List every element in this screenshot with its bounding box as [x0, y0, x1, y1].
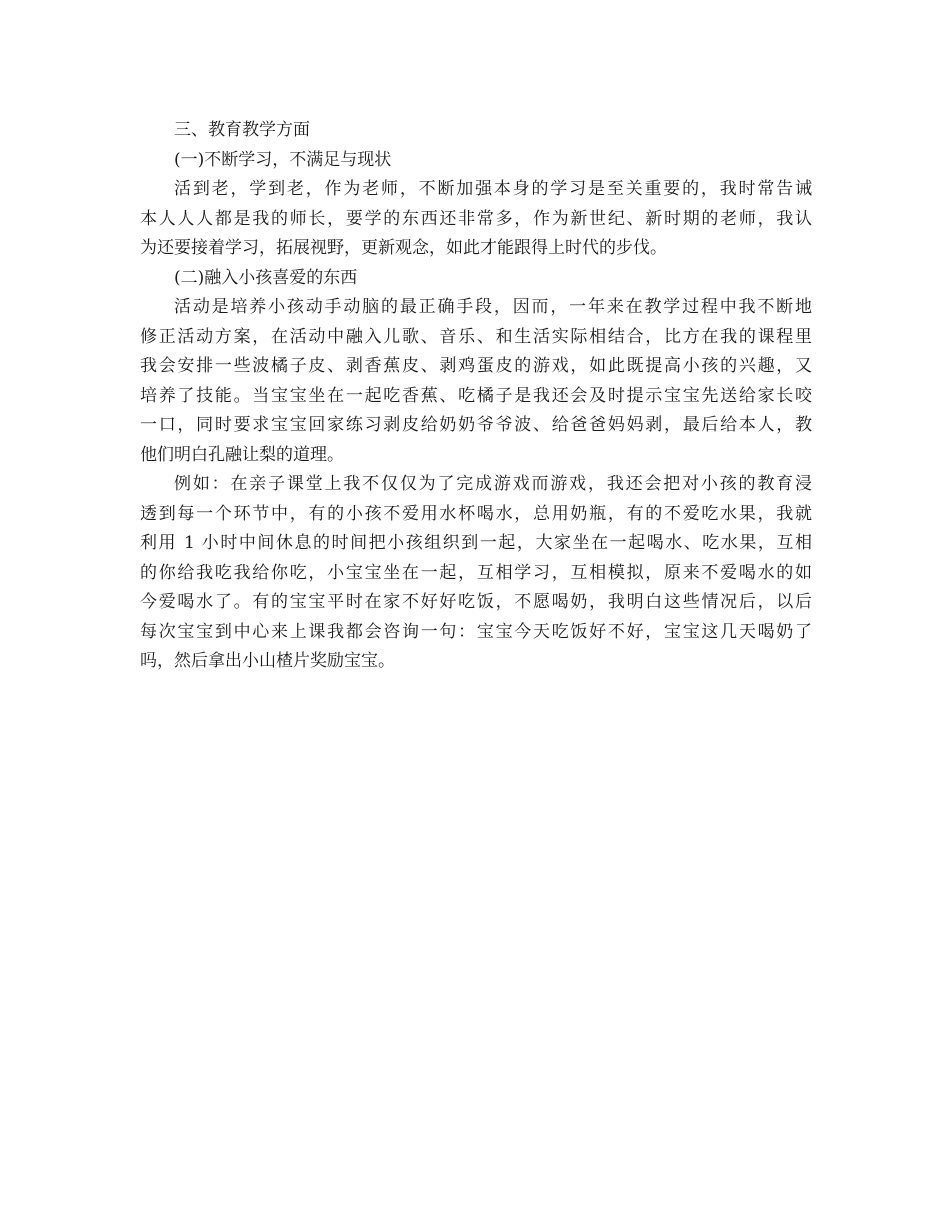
- paragraph-1: [140, 175, 812, 264]
- paragraph-line: 吗，然后拿出小山楂片奖励宝宝。: [140, 651, 395, 671]
- section-heading: 三、教育教学方面: [174, 120, 310, 140]
- subheading-2: (二)融入小孩喜爱的东西: [174, 267, 358, 288]
- paragraph-line: 的你给我吃我给你吃，小宝宝坐在一起，互相学习，互相模拟，原来不爱喝水的如: [140, 562, 812, 583]
- paragraph-line: 活动是培养小孩动手动脑的最正确手段，因而，一年来在教学过程中我不断地: [174, 297, 812, 317]
- paragraph-line: 本人人人都是我的师长，要学的东西还非常多，作为新世纪、新时期的老师，我认: [140, 208, 812, 229]
- paragraph-line: 每次宝宝到中心来上课我都会咨询一句：宝宝今天吃饭好不好，宝宝这几天喝奶了: [140, 621, 812, 642]
- paragraph-line: 为还要接着学习，拓展视野，更新观念，如此才能跟得上时代的步伐。: [140, 238, 667, 258]
- paragraph-line: 透到每一个环节中，有的小孩不爱用水杯喝水，总用奶瓶，有的不爱吃水果，我就: [140, 503, 812, 524]
- paragraph-2: [140, 293, 812, 470]
- paragraph-line: 我会安排一些波橘子皮、剥香蕉皮、剥鸡蛋皮的游戏，如此既提高小孩的兴趣，又: [140, 356, 812, 376]
- paragraph-line: 活到老，学到老，作为老师，不断加强本身的学习是至关重要的，我时常告诫: [174, 179, 812, 199]
- subheading-1: (一)不断学习，不满足与现状: [174, 149, 392, 170]
- paragraph-line: 修正活动方案，在活动中融入儿歌、音乐、和生活实际相结合，比方在我的课程里: [140, 326, 812, 347]
- paragraph-line: 利用 1 小时中间休息的时间把小孩组织到一起，大家坐在一起喝水、吃水果，互相: [140, 533, 812, 553]
- paragraph-line: 培养了技能。当宝宝坐在一起吃香蕉、吃橘子是我还会及时提示宝宝先送给家长咬: [140, 385, 812, 406]
- paragraph-line: 一口，同时要求宝宝回家练习剥皮给奶奶爷爷波、给爸爸妈妈剥，最后给本人，教: [140, 415, 812, 435]
- document-page: [140, 116, 812, 677]
- paragraph-line: 今爱喝水了。有的宝宝平时在家不好好吃饭，不愿喝奶，我明白这些情况后，以后: [140, 592, 812, 612]
- paragraph-3: [140, 470, 812, 677]
- paragraph-line: 例如：在亲子课堂上我不仅仅为了完成游戏而游戏，我还会把对小孩的教育浸: [174, 474, 812, 494]
- paragraph-line: 他们明白孔融让梨的道理。: [140, 444, 344, 465]
